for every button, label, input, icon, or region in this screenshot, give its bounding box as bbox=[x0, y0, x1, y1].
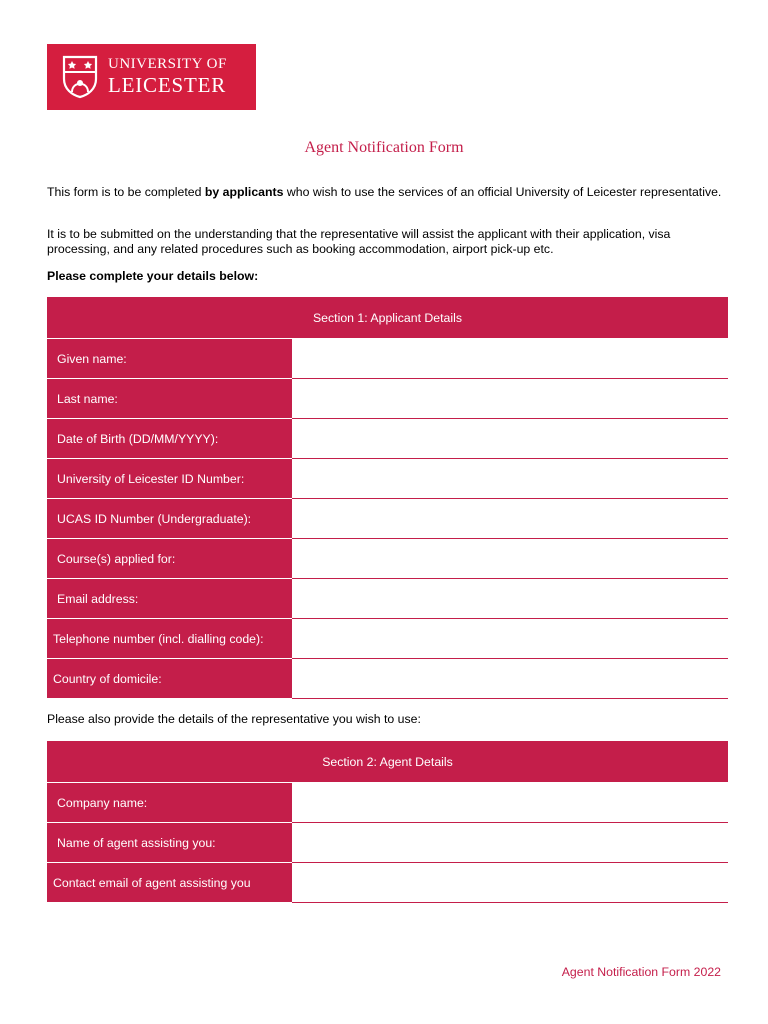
form-title: Agent Notification Form bbox=[304, 139, 464, 156]
section-1-header: Section 1: Applicant Details bbox=[47, 297, 728, 339]
table-row bbox=[47, 863, 728, 903]
footer-text: Agent Notification Form 2022 bbox=[561, 965, 721, 979]
company-name-label: Company name: bbox=[47, 783, 292, 823]
courses-label: Course(s) applied for: bbox=[47, 539, 292, 579]
agent-name-label: Name of agent assisting you: bbox=[47, 823, 292, 863]
country-field[interactable] bbox=[292, 659, 728, 698]
telephone-label: Telephone number (incl. dialling code): bbox=[47, 619, 292, 659]
table-row bbox=[47, 419, 728, 459]
university-id-field[interactable] bbox=[292, 459, 728, 498]
section-2-header: Section 2: Agent Details bbox=[47, 741, 728, 783]
table-row bbox=[47, 619, 728, 659]
given-name-label: Given name: bbox=[47, 339, 292, 379]
date-of-birth-field[interactable] bbox=[292, 419, 728, 458]
table-row bbox=[47, 459, 728, 499]
table-row bbox=[47, 659, 728, 699]
given-name-field[interactable] bbox=[292, 339, 728, 378]
university-id-label: University of Leicester ID Number: bbox=[47, 459, 292, 499]
logo-line-2: LEICESTER bbox=[108, 73, 227, 97]
last-name-field[interactable] bbox=[292, 379, 728, 418]
country-label: Country of domicile: bbox=[47, 659, 292, 699]
table-row bbox=[47, 539, 728, 579]
table-row bbox=[47, 339, 728, 379]
table-row bbox=[47, 823, 728, 863]
company-name-field[interactable] bbox=[292, 783, 728, 822]
table-row bbox=[47, 499, 728, 539]
table-row bbox=[47, 379, 728, 419]
agent-details-table bbox=[47, 741, 728, 903]
agent-email-field[interactable] bbox=[292, 863, 728, 902]
table-row bbox=[47, 783, 728, 823]
agent-email-label: Contact email of agent assisting you bbox=[47, 863, 292, 903]
email-field[interactable] bbox=[292, 579, 728, 618]
telephone-field[interactable] bbox=[292, 619, 728, 658]
representative-instructions: Please also provide the details of the representative you wish to use: bbox=[47, 712, 421, 726]
ucas-id-label: UCAS ID Number (Undergraduate): bbox=[47, 499, 292, 539]
intro-paragraph-2: It is to be submitted on the understanding that the representative will assist the applicant with their application, visa processing, and any related procedures such as booking accommodation, airport pick-up etc. bbox=[47, 227, 671, 256]
intro-paragraph-1: This form is to be completed by applicants who wish to use the services of an official University of Leicester representative. bbox=[47, 185, 722, 199]
logo-line-1: UNIVERSITY OF bbox=[108, 56, 227, 72]
courses-field[interactable] bbox=[292, 539, 728, 578]
crest-icon bbox=[62, 55, 98, 99]
date-of-birth-label: Date of Birth (DD/MM/YYYY): bbox=[47, 419, 292, 459]
agent-name-field[interactable] bbox=[292, 823, 728, 862]
instructions-heading: Please complete your details below: bbox=[47, 269, 259, 283]
ucas-id-field[interactable] bbox=[292, 499, 728, 538]
applicant-details-table bbox=[47, 297, 728, 699]
email-label: Email address: bbox=[47, 579, 292, 619]
last-name-label: Last name: bbox=[47, 379, 292, 419]
university-logo bbox=[47, 44, 256, 110]
table-row bbox=[47, 579, 728, 619]
